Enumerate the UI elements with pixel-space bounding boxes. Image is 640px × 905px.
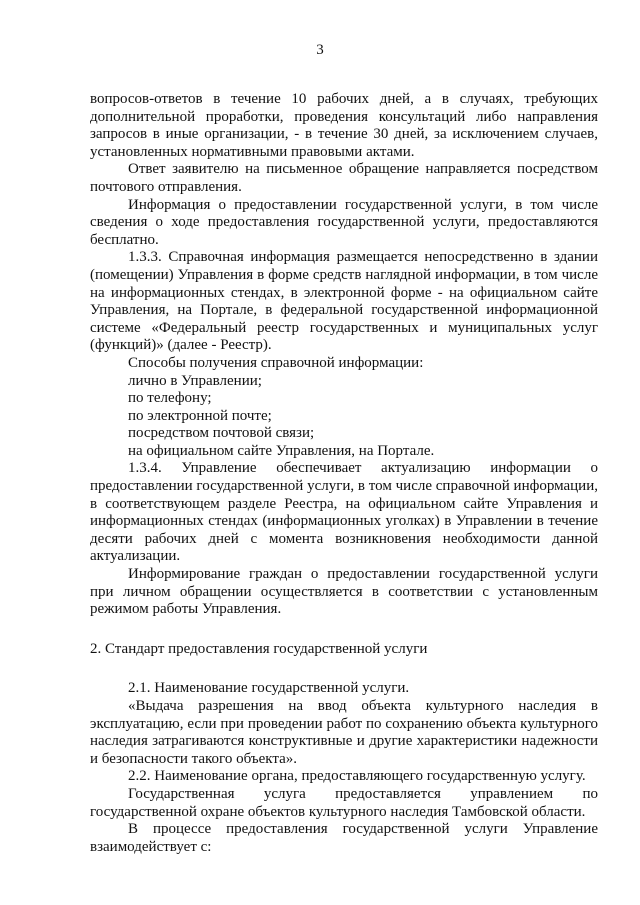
paragraph-free-info: Информация о предоставлении государственной услуги, в том числе сведения о ходе предоставления государственной услуги, предоставляются бесплатно. bbox=[90, 196, 598, 248]
paragraph-service-name: «Выдача разрешения на ввод объекта культурного наследия в эксплуатацию, если при проведении работ по сохранению объекта культурного наследия затрагиваются конструктивные и другие характеристики надежности и безопасности такого объекта». bbox=[90, 698, 598, 767]
paragraph-1-3-4: 1.3.4. Управление обеспечивает актуализацию информации о предоставлении государственной услуги, в том числе справочной информации, в соответствующем разделе Реестра, на официальном сайте Управления и информационных стендах (информационных уголках) в Управлении в течение десяти рабочих дней с момента возникновения необходимости данной актуализации. bbox=[90, 460, 598, 565]
list-item: по телефону; bbox=[128, 390, 212, 407]
list-item: по электронной почте; bbox=[128, 407, 272, 424]
paragraph-provider: Государственная услуга предоставляется управлением по государственной охране объектов культурного наследия Тамбовской области. bbox=[90, 785, 598, 820]
page-number: 3 bbox=[316, 42, 324, 58]
document-body bbox=[90, 91, 598, 856]
paragraph-interaction: В процессе предоставления государственной услуги Управление взаимодействует с: bbox=[90, 821, 598, 855]
list-item: лично в Управлении; bbox=[128, 372, 262, 389]
list-item: на официальном сайте Управления, на Портале. bbox=[128, 442, 435, 459]
paragraph-written-reply: Ответ заявителю на письменное обращение направляется посредством почтового отправления. bbox=[90, 161, 598, 195]
paragraph-1-3-3: 1.3.3. Справочная информация размещается непосредственно в здании (помещении) Управления в форме средств наглядной информации, в том числе на информационных стендах, в электронной форме - на официальном сайте Управления, на Портале, в федеральной государственной информационной системе «Федеральный реестр государственных и муниципальных услуг (функций)» (далее - Реестр). bbox=[90, 249, 598, 354]
paragraph-query-deadlines: вопросов-ответов в течение 10 рабочих дней, а в случаях, требующих дополнительной проработки, проведения консультаций либо направления запросов в иные организации, - в течение 30 дней, за исключением случаев, установленных нормативными правовыми актами. bbox=[90, 91, 598, 160]
list-item: посредством почтовой связи; bbox=[128, 425, 315, 442]
paragraph-2-1: 2.1. Наименование государственной услуги. bbox=[128, 680, 410, 697]
methods-list bbox=[90, 373, 598, 461]
section-heading: 2. Стандарт предоставления государственной услуги bbox=[90, 640, 428, 657]
paragraph-2-2: 2.2. Наименование органа, предоставляющего государственную услугу. bbox=[128, 768, 586, 785]
paragraph-informing: Информирование граждан о предоставлении государственной услуги при личном обращении осуществляется в соответствии с установленным режимом работы Управления. bbox=[90, 566, 598, 618]
paragraph-methods-intro: Способы получения справочной информации: bbox=[128, 354, 424, 371]
